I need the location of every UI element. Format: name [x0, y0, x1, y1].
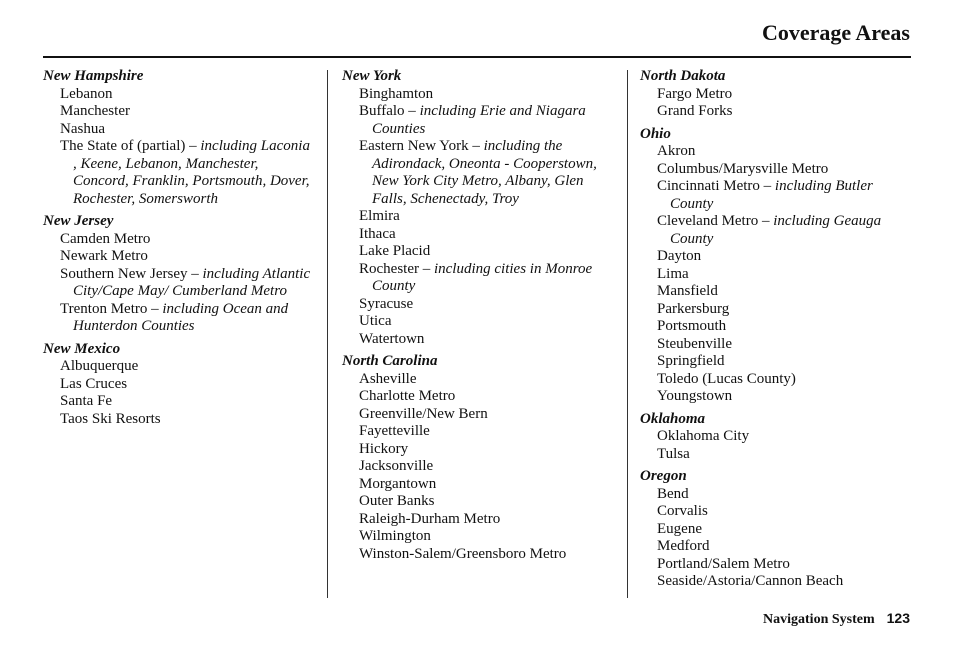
city-name: Corvalis [657, 503, 708, 519]
coverage-city [43, 121, 313, 139]
city-name: Newark Metro [60, 248, 148, 264]
city-name: Asheville [359, 370, 417, 387]
city-name: Trenton Metro – [60, 300, 163, 317]
city-name: Greenville/New Bern [359, 405, 488, 422]
city-name: Mansfield [657, 283, 718, 299]
city-note: including Laconia , Keene, Lebanon, Manchester, Concord, Franklin, Portsmouth, Dover, Rochester, Somersworth [73, 138, 310, 207]
state-heading: New Mexico [43, 340, 121, 357]
header-rule [43, 56, 911, 58]
city-name: Dayton [657, 248, 702, 264]
coverage-city [342, 226, 612, 244]
city-name: Wilmington [359, 528, 431, 544]
city-note: including cities in Monroe County [372, 260, 593, 294]
city-name: Seaside/Astoria/Cannon Beach [657, 573, 844, 589]
city-name: Ithaca [359, 225, 396, 242]
city-name: Syracuse [359, 295, 414, 312]
city-name: Morgantown [359, 475, 437, 492]
coverage-city [342, 546, 612, 564]
city-name: Bend [657, 485, 689, 502]
city-name: Santa Fe [60, 393, 113, 409]
coverage-city [640, 428, 912, 446]
page-footer [763, 610, 910, 628]
city-note: including Atlantic City/Cape May/ Cumberland Metro [73, 265, 311, 299]
coverage-city [342, 388, 612, 406]
city-name: Cleveland Metro – [657, 213, 774, 229]
city-name: Binghamton [359, 85, 434, 102]
city-name: Jacksonville [359, 458, 434, 474]
coverage-city [640, 388, 912, 406]
city-name: Lima [657, 265, 689, 282]
coverage-city [640, 318, 912, 336]
city-name: Albuquerque [60, 358, 139, 374]
city-name: Portsmouth [657, 318, 727, 334]
city-name: Youngstown [657, 388, 733, 404]
city-name: Southern New Jersey – [60, 265, 203, 282]
state-heading: North Dakota [640, 68, 726, 84]
coverage-city [43, 301, 313, 336]
coverage-city [640, 103, 912, 121]
city-name: Medford [657, 538, 710, 554]
coverage-city [342, 208, 612, 226]
page-title: Coverage Areas [761, 20, 910, 45]
column-divider [327, 70, 328, 598]
city-name: Portland/Salem Metro [657, 555, 790, 572]
coverage-city [640, 538, 912, 556]
column-divider [627, 70, 628, 598]
city-name: Lebanon [60, 85, 113, 102]
city-name: Eastern New York – [359, 138, 484, 154]
coverage-city [342, 406, 612, 424]
coverage-city [342, 458, 612, 476]
coverage-city [640, 213, 912, 248]
city-name: Hickory [359, 440, 409, 457]
coverage-city [342, 103, 612, 138]
coverage-city [640, 266, 912, 284]
coverage-city [43, 248, 313, 266]
city-name: Lake Placid [359, 243, 431, 259]
coverage-city [640, 178, 912, 213]
coverage-city [43, 266, 313, 301]
city-name: Rochester – [359, 260, 434, 277]
coverage-city [342, 528, 612, 546]
coverage-city [342, 371, 612, 389]
city-note: including Geauga County [670, 213, 882, 247]
city-name: Manchester [60, 103, 130, 119]
coverage-column-1 [43, 68, 313, 428]
coverage-city [640, 446, 912, 464]
coverage-city [342, 313, 612, 331]
city-name: Watertown [359, 330, 425, 347]
city-name: Parkersburg [657, 300, 730, 317]
coverage-city [640, 486, 912, 504]
city-name: Fayetteville [359, 423, 430, 439]
coverage-city [43, 103, 313, 121]
coverage-city [640, 503, 912, 521]
state-heading: New Hampshire [43, 68, 144, 84]
coverage-city [342, 331, 612, 349]
coverage-city [43, 138, 313, 208]
state-heading: Oregon [640, 468, 687, 484]
city-name: Buffalo – [359, 103, 420, 119]
city-name: Winston-Salem/Greensboro Metro [359, 545, 567, 562]
city-name: Toledo (Lucas County) [657, 370, 796, 387]
coverage-city [342, 243, 612, 261]
city-name: The State of (partial) – [60, 138, 201, 154]
coverage-city [342, 511, 612, 529]
coverage-city [640, 161, 912, 179]
city-name: Taos Ski Resorts [60, 410, 161, 427]
city-name: Springfield [657, 353, 725, 369]
city-name: Eugene [657, 520, 702, 537]
city-name: Charlotte Metro [359, 388, 456, 404]
coverage-city [640, 301, 912, 319]
coverage-city [342, 423, 612, 441]
city-name: Outer Banks [359, 493, 435, 509]
state-heading: Oklahoma [640, 410, 706, 427]
footer-section-label: Navigation System [763, 612, 875, 627]
coverage-city [640, 556, 912, 574]
coverage-city [342, 493, 612, 511]
coverage-city [43, 376, 313, 394]
coverage-city [342, 296, 612, 314]
coverage-city [43, 358, 313, 376]
coverage-city [43, 86, 313, 104]
state-heading: Ohio [640, 125, 671, 142]
state-heading: New York [342, 68, 402, 84]
city-note: including Ocean and Hunterdon Counties [73, 300, 289, 334]
state-heading: New Jersey [43, 213, 114, 229]
city-note: including the Adirondack, Oneonta - Cooperstown, New York City Metro, Albany, Glen Falls, Schenectady, Troy [372, 138, 597, 207]
city-name: Utica [359, 313, 392, 329]
coverage-city [342, 476, 612, 494]
city-name: Fargo Metro [657, 85, 733, 102]
city-name: Akron [657, 143, 696, 159]
city-note: including Erie and Niagara Counties [372, 103, 586, 137]
city-name: Grand Forks [657, 103, 733, 119]
coverage-city [640, 283, 912, 301]
coverage-city [640, 521, 912, 539]
coverage-column-3 [640, 68, 912, 591]
coverage-city [43, 393, 313, 411]
city-name: Raleigh-Durham Metro [359, 510, 501, 527]
coverage-city [342, 138, 612, 208]
city-name: Elmira [359, 208, 400, 224]
city-name: Tulsa [657, 445, 690, 462]
coverage-city [640, 86, 912, 104]
page-number: 123 [886, 610, 910, 626]
city-name: Nashua [60, 120, 105, 137]
city-name: Las Cruces [60, 375, 128, 392]
state-heading: North Carolina [342, 353, 438, 369]
coverage-city [342, 86, 612, 104]
coverage-city [640, 248, 912, 266]
coverage-city [342, 441, 612, 459]
coverage-city [43, 231, 313, 249]
coverage-city [640, 336, 912, 354]
city-name: Oklahoma City [657, 428, 750, 444]
city-name: Columbus/Marysville Metro [657, 160, 829, 177]
coverage-column-2 [342, 68, 612, 563]
coverage-city [43, 411, 313, 429]
coverage-city [342, 261, 612, 296]
coverage-city [640, 143, 912, 161]
coverage-city [640, 371, 912, 389]
city-note: including Butler County [670, 178, 873, 212]
coverage-city [640, 353, 912, 371]
coverage-city [640, 573, 912, 591]
city-name: Steubenville [657, 335, 732, 352]
city-name: Camden Metro [60, 230, 151, 247]
city-name: Cincinnati Metro – [657, 178, 775, 194]
